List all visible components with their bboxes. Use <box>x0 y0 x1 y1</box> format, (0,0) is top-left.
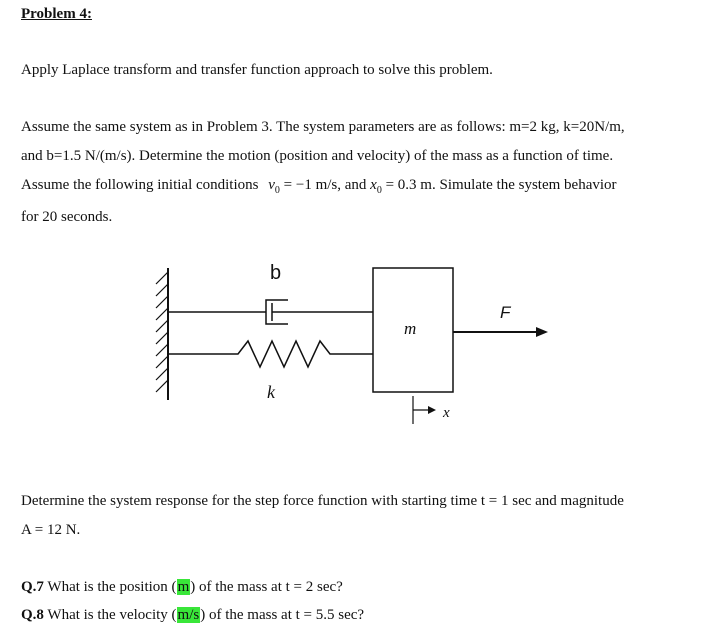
step-line-2: A = 12 N. <box>21 522 81 538</box>
para-line-4: for 20 seconds. <box>21 209 113 225</box>
wall-hatching <box>156 272 168 392</box>
mass-label: m <box>404 319 417 338</box>
question-8-post: ) of the mass at t = 5.5 sec? <box>200 607 365 623</box>
question-7-unit: m <box>177 579 190 595</box>
position-label: x <box>443 405 450 421</box>
v0-label: v <box>268 177 275 193</box>
question-7-post: ) of the mass at t = 2 sec? <box>190 579 343 595</box>
v0-value: = −1 m/s, <box>283 177 341 193</box>
question-8-number: Q.8 <box>21 607 44 623</box>
position-arrow-head <box>428 406 436 414</box>
x0-sub: 0 <box>376 185 382 196</box>
x0-value: = 0.3 m <box>385 177 432 193</box>
force-arrow-head <box>536 327 548 337</box>
question-8 <box>21 606 364 624</box>
damper-label: b <box>270 262 282 284</box>
step-line-1: Determine the system response for the step force function with starting time t = 1 sec and magnitude <box>21 493 624 509</box>
spring-label: k <box>267 382 275 402</box>
para-line-3-start: Assume the following initial conditions <box>21 177 259 193</box>
problem-heading: Problem 4: <box>21 6 92 22</box>
force-label: F <box>500 303 511 322</box>
question-8-pre: What is the velocity ( <box>47 607 177 623</box>
question-7 <box>21 578 343 596</box>
v0-sub: 0 <box>274 185 280 196</box>
para-line-3-end: . Simulate the system behavior <box>431 177 617 193</box>
question-7-pre: What is the position ( <box>47 579 177 595</box>
and-word: and <box>344 177 367 193</box>
question-8-unit: m/s <box>177 607 200 623</box>
damper <box>168 300 373 324</box>
para-line-1: Assume the same system as in Problem 3. The system parameters are as follows: m=2 kg, k=20N/m, <box>21 119 625 135</box>
x0-label: x <box>370 177 377 193</box>
question-7-number: Q.7 <box>21 579 44 595</box>
intro-text: Apply Laplace transform and transfer function approach to solve this problem. <box>21 62 493 78</box>
spring <box>168 341 373 367</box>
para-line-2: and b=1.5 N/(m/s). Determine the motion (position and velocity) of the mass as a function of time. <box>21 148 614 164</box>
